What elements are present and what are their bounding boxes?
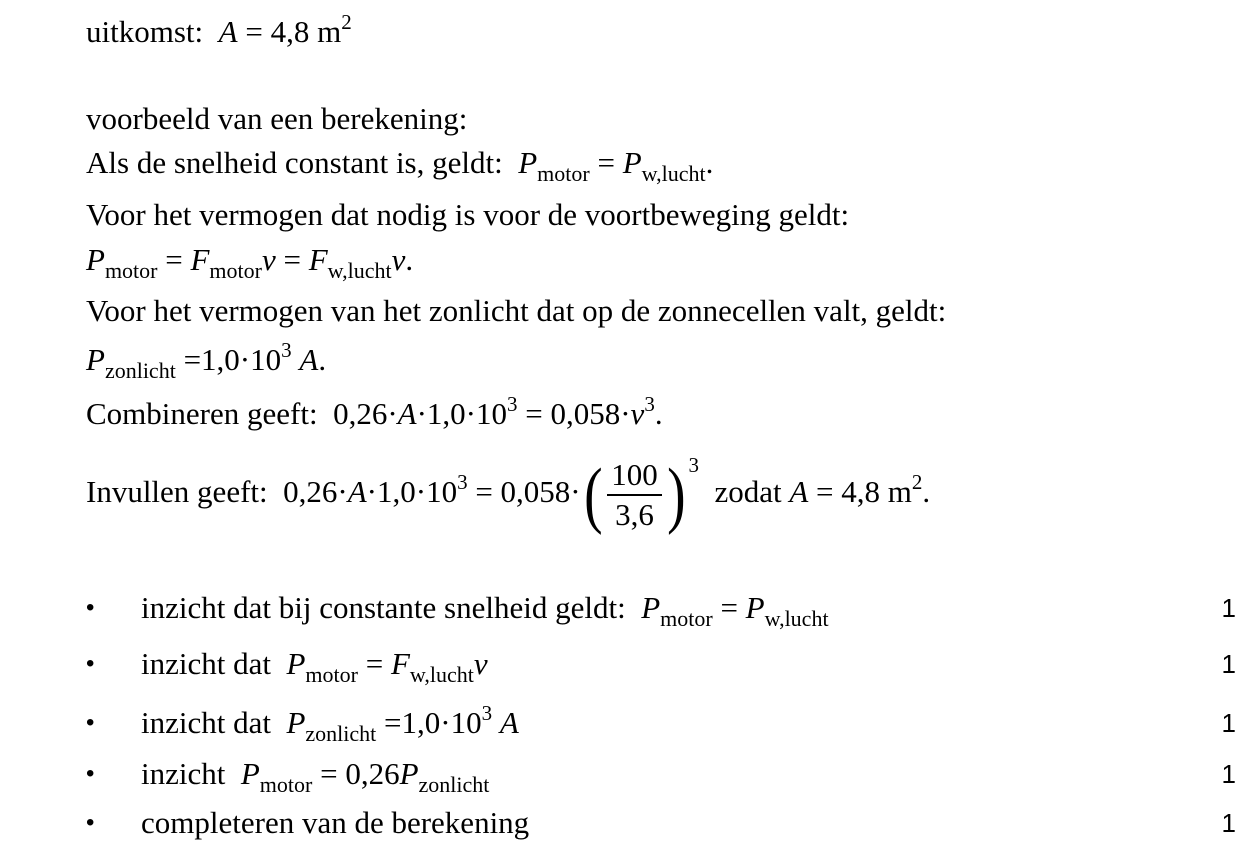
answer-line xyxy=(86,12,352,52)
score-points: 1 xyxy=(1221,649,1236,679)
scoring-item: • completeren van de berekening 1 xyxy=(86,803,1239,843)
formula-pmotor-eq-pwlucht: $P_{motor} = P_{w,lucht}$. xyxy=(518,145,714,186)
score-points: 1 xyxy=(1221,759,1236,789)
formula-combine: $0,26\cdot A\cdot 1,0\cdot 10^3 = 0,058\cdot v^3$. xyxy=(333,392,663,431)
scoring-item: • inzicht dat $P_{zonlicht} =1,0\cdot 10^3$ A 1 xyxy=(86,701,1236,746)
constant-speed-line: Als de snelheid constant is, geldt: $P_{motor} = P_{w,lucht}$. xyxy=(86,145,714,186)
combine-line: Combineren geeft: $0,26\cdot A\cdot 1,0\cdot 10^3 = 0,058\cdot v^3$. xyxy=(86,392,663,431)
formula-pmotor-fv: $P_{motor} = F_{motor}v = F_{w,lucht}v$. xyxy=(86,242,414,283)
scoring-item: • inzicht dat bij constante snelheid geldt: $P_{motor} = P_{w,lucht}$ 1 xyxy=(86,590,1236,631)
answer-formula: A = 4,8 $m^2$ xyxy=(218,10,352,49)
score-points: 1 xyxy=(1221,808,1236,838)
formula-pzonlicht: $P_{zonlicht} =1,0\cdot 10^3$ A. xyxy=(86,338,327,383)
example-heading: voorbeeld van een berekening: xyxy=(86,101,468,136)
score-points: 1 xyxy=(1221,708,1236,738)
propulsion-power-line: Voor het vermogen dat nodig is voor de voortbeweging geldt: xyxy=(86,197,850,232)
score-points: 1 xyxy=(1221,593,1236,623)
sunlight-power-line: Voor het vermogen van het zonlicht dat op de zonnecellen valt, geldt: xyxy=(86,293,947,328)
scoring-item: • inzicht dat $P_{motor} = F_{w,lucht}v$ 1 xyxy=(86,646,1236,687)
formula-substitute: $0,26\cdot A\cdot 1,0\cdot 10^3 = 0,058\cdot$( $\frac{100}{3,6}$ ) $^3$ xyxy=(283,453,699,536)
substitute-line: Invullen geeft: $0,26\cdot A\cdot 1,0\cdot 10^3 = 0,058\cdot$( $\frac{100}{3,6}$ ) $^3$ zodat A = 4,8 $m^2$. xyxy=(86,453,931,536)
scoring-item: • inzicht $P_{motor} = 0,26P_{zonlicht}$ 1 xyxy=(86,756,1236,797)
answer-prefix: uitkomst: xyxy=(86,14,204,49)
speed-fraction: $\frac{100}{3,6}$ xyxy=(607,456,662,534)
